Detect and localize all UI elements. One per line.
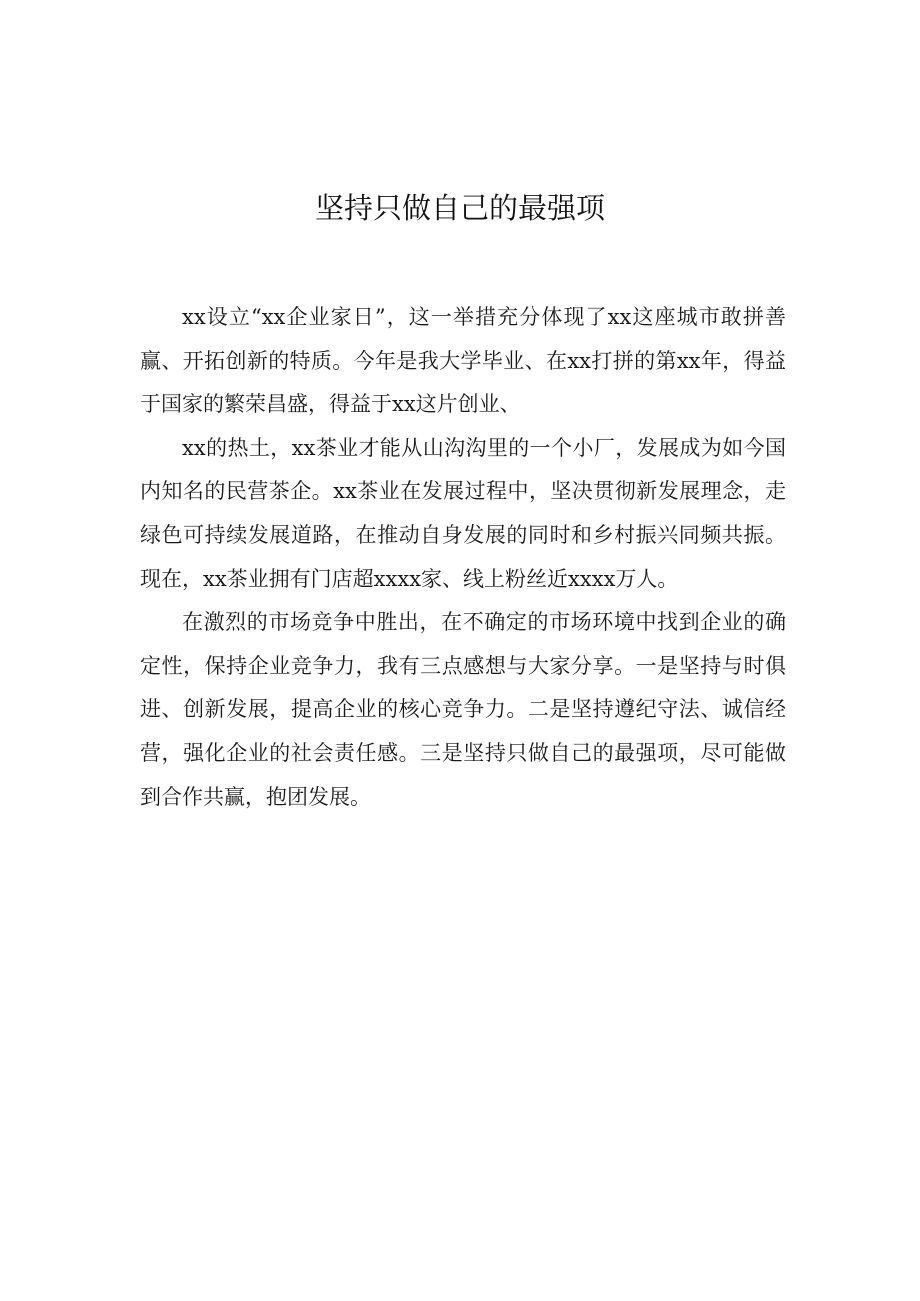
- document-title: 坚持只做自己的最强项: [314, 191, 605, 225]
- paragraph-2: xx的热土，xx茶业才能从山沟沟里的一个小厂，发展成为如今国内知名的民营茶企。xx茶业在发展过程中，坚决贯彻新发展理念，走绿色可持续发展道路，在推动自身发展的同时和乡村振兴同频共振。现在，xx茶业拥有门店超xxxx家、线上粉丝近xxxx万人。: [140, 435, 786, 591]
- paragraph-3: 在激烈的市场竞争中胜出，在不确定的市场环境中找到企业的确定性，保持企业竞争力，我有三点感想与大家分享。一是坚持与时俱进、创新发展，提高企业的核心竞争力。二是坚持遵纪守法、诚信经营，强化企业的社会责任感。三是坚持只做自己的最强项，尽可能做到合作共赢，抱团发展。: [140, 610, 786, 809]
- document-body: [140, 296, 786, 819]
- paragraph-1: xx设立“xx企业家日”，这一举措充分体现了xx这座城市敢拼善赢、开拓创新的特质。今年是我大学毕业、在xx打拼的第xx年，得益于国家的繁荣昌盛，得益于xx这片创业、: [140, 305, 786, 417]
